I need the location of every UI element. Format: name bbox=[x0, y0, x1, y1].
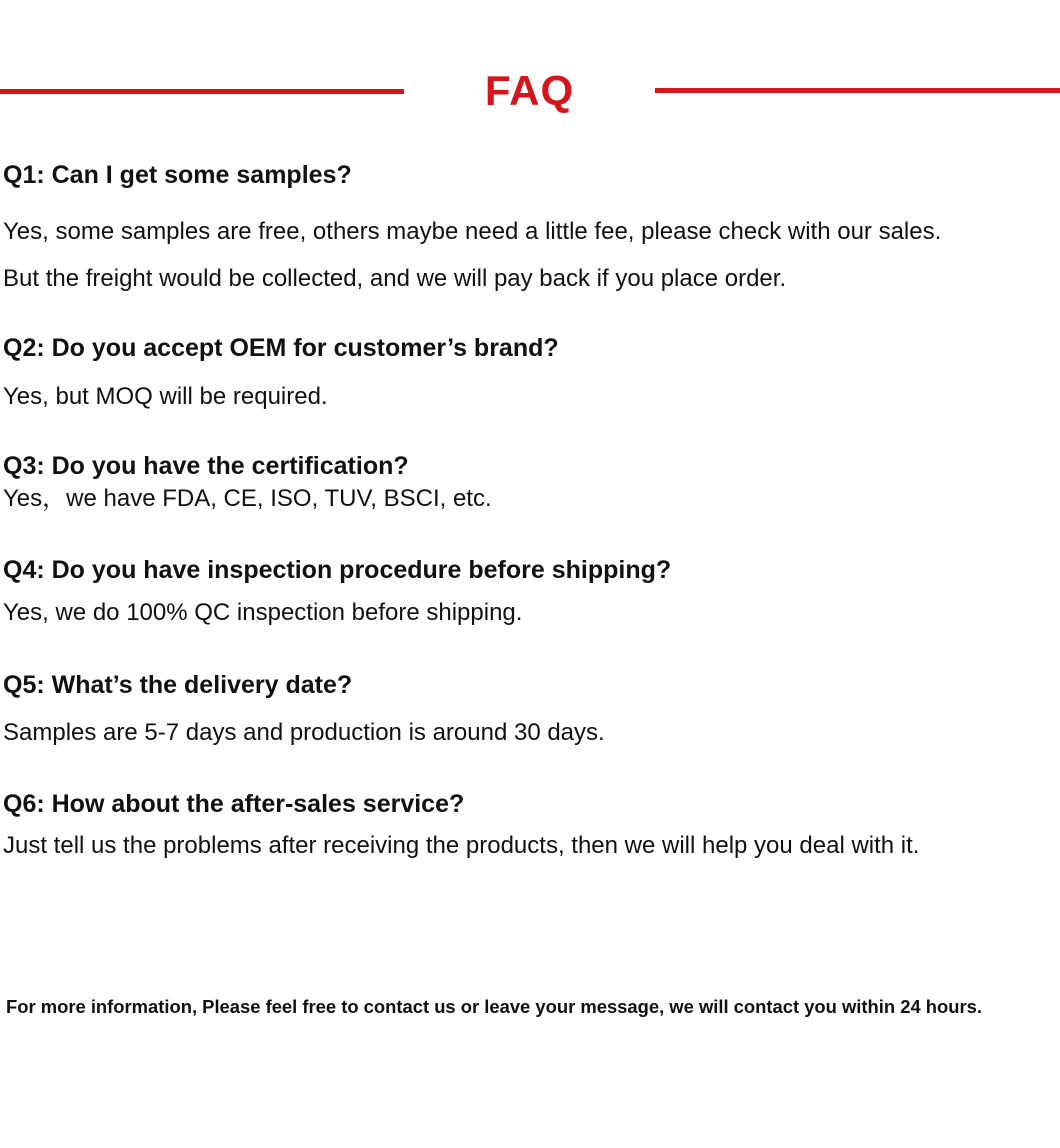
faq-item-q5 bbox=[3, 670, 1059, 756]
faq-answer-line: Just tell us the problems after receiving the products, then we will help you deal with it. bbox=[3, 832, 920, 859]
faq-question: Q6: How about the after-sales service? bbox=[3, 790, 465, 818]
faq-question: Q4: Do you have inspection procedure before shipping? bbox=[3, 556, 672, 584]
faq-answer-line: Yes, some samples are free, others maybe need a little fee, please check with our sales. bbox=[3, 218, 942, 245]
faq-answer-line: Yes, we do 100% QC inspection before shipping. bbox=[3, 599, 523, 626]
faq-answer-line: Samples are 5-7 days and production is around 30 days. bbox=[3, 719, 605, 746]
faq-question: Q1: Can I get some samples? bbox=[3, 161, 352, 189]
faq-item-q3 bbox=[3, 451, 1059, 522]
faq-answer-line: But the freight would be collected, and we will pay back if you place order. bbox=[3, 265, 787, 292]
faq-answer bbox=[3, 475, 1059, 522]
faq-item-q2 bbox=[3, 333, 1059, 420]
faq-item-q6 bbox=[3, 789, 1059, 869]
faq-answer-line: Yes，we have FDA, CE, ISO, TUV, BSCI, etc. bbox=[3, 485, 492, 512]
faq-answer bbox=[3, 822, 1059, 869]
faq-question: Q5: What’s the delivery date? bbox=[3, 671, 353, 699]
faq-question: Q2: Do you accept OEM for customer’s brand? bbox=[3, 334, 559, 362]
faq-answer bbox=[3, 373, 1059, 420]
faq-answer bbox=[3, 589, 1059, 636]
contact-note: For more information, Please feel free to contact us or leave your message, we will contact you within 24 hours. bbox=[6, 996, 982, 1017]
faq-question: Q3: Do you have the certification? bbox=[3, 452, 409, 480]
faq-answer bbox=[3, 208, 1059, 302]
faq-answer-line: Yes, but MOQ will be required. bbox=[3, 383, 328, 410]
faq-item-q1 bbox=[3, 160, 1059, 302]
faq-answer bbox=[3, 709, 1059, 756]
faq-item-q4 bbox=[3, 555, 1059, 636]
page-title: FAQ bbox=[484, 67, 575, 114]
